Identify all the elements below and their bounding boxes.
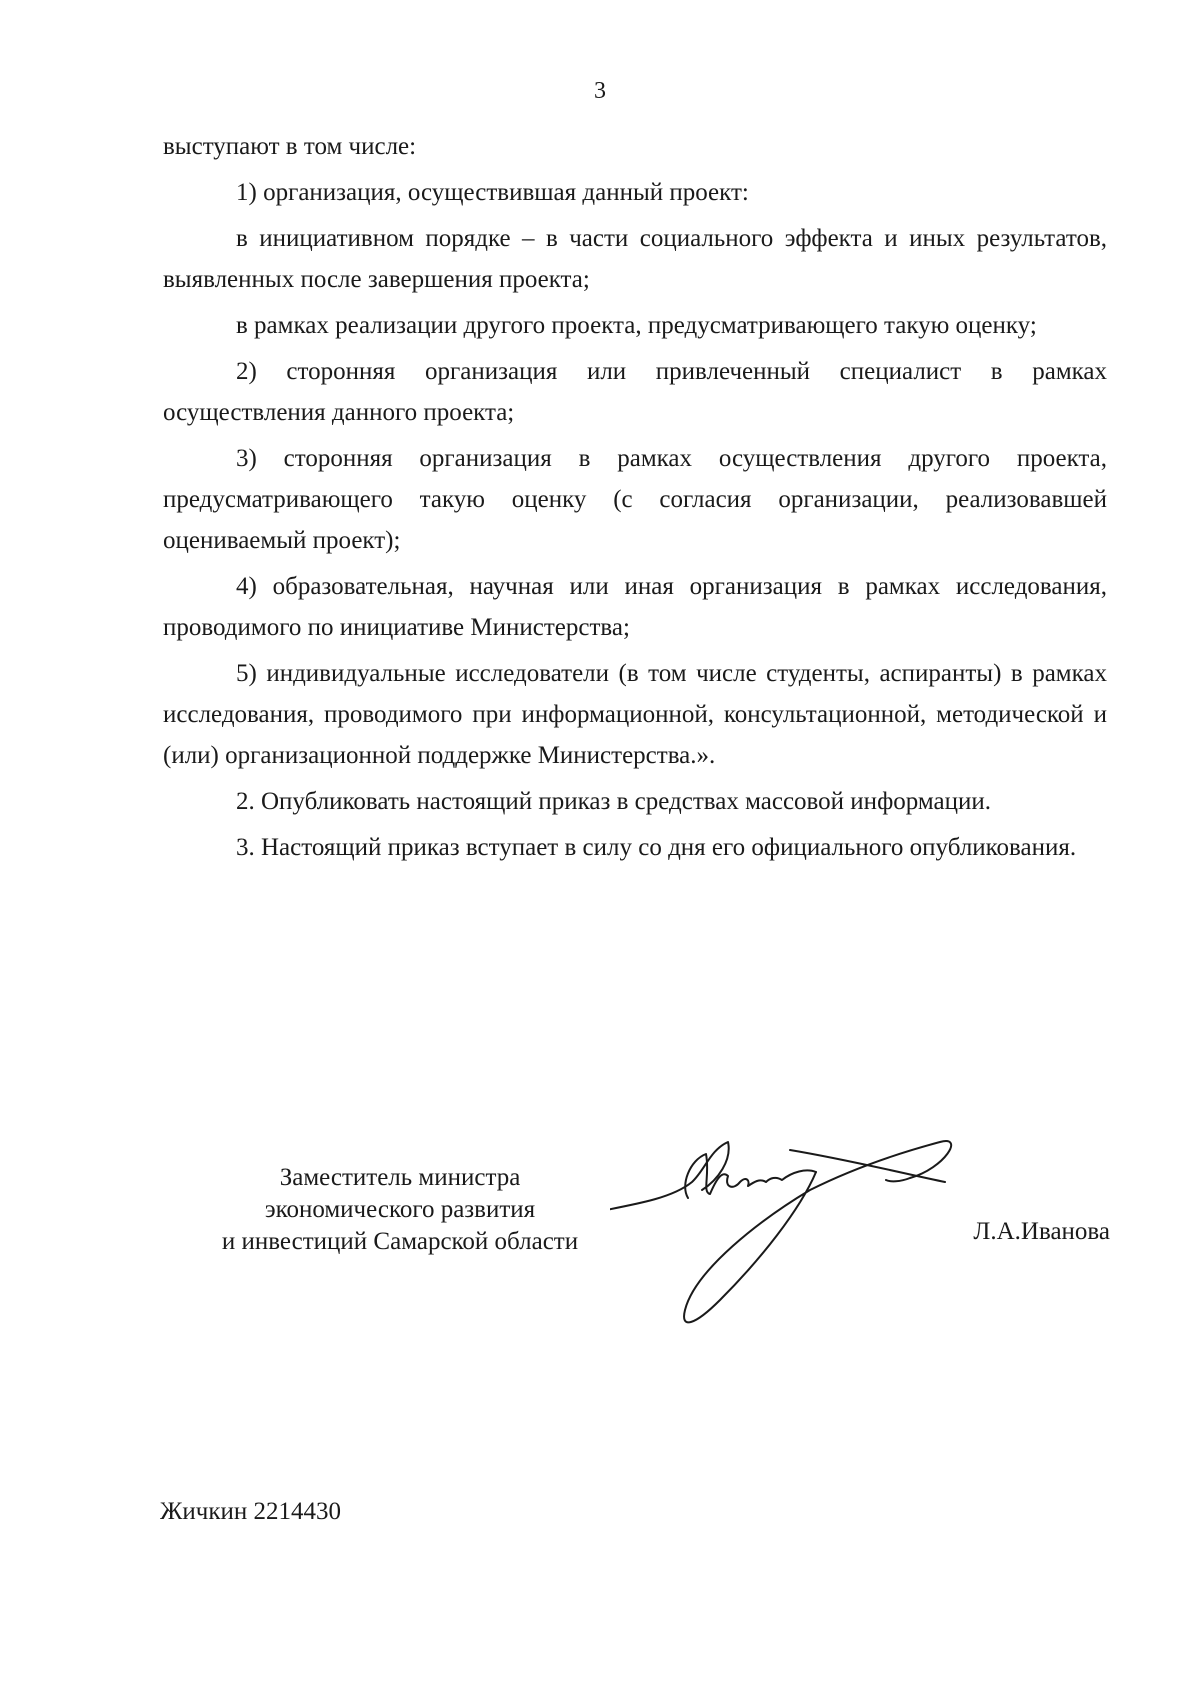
list-item-1: 1) организация, осуществившая данный проект:	[236, 179, 749, 206]
order-item-3: 3. Настоящий приказ вступает в силу со дня его официального опубликования.	[236, 834, 1077, 861]
document-body	[163, 126, 1107, 873]
paragraph-intro: выступают в том числе:	[163, 133, 417, 160]
executor-info: Жичкин 2214430	[160, 1498, 342, 1525]
signer-name: Л.А.Иванова	[973, 1218, 1110, 1245]
signatory-title-line: Заместитель министра	[279, 1164, 521, 1191]
page-number: 3	[594, 78, 606, 104]
order-item-2: 2. Опубликовать настоящий приказ в средствах массовой информации.	[236, 788, 992, 815]
signatory-title	[190, 1162, 610, 1258]
list-item-3: 3) сторонняя организация в рамках осуществления другого проекта, предусматривающего такую оценку (с согласия организации, реализовавшей оцениваемый проект);	[163, 445, 1107, 554]
list-item-2: 2) сторонняя организация или привлеченный специалист в рамках осуществления данного проекта;	[163, 358, 1107, 426]
list-item-5: 5) индивидуальные исследователи (в том числе студенты, аспиранты) в рамках исследования, проводимого при информационной, консультационной, методической и (или) организационной поддержке Министерства.».	[163, 660, 1107, 769]
list-item-4: 4) образовательная, научная или иная организация в рамках исследования, проводимого по инициативе Министерства;	[163, 573, 1107, 641]
list-item-1-b: в рамках реализации другого проекта, предусматривающего такую оценку;	[236, 312, 1037, 339]
list-item-1-a: в инициативном порядке – в части социального эффекта и иных результатов, выявленных после завершения проекта;	[163, 225, 1107, 293]
signatory-title-line: и инвестиций Самарской области	[221, 1228, 579, 1255]
signatory-title-line: экономического развития	[264, 1196, 536, 1223]
